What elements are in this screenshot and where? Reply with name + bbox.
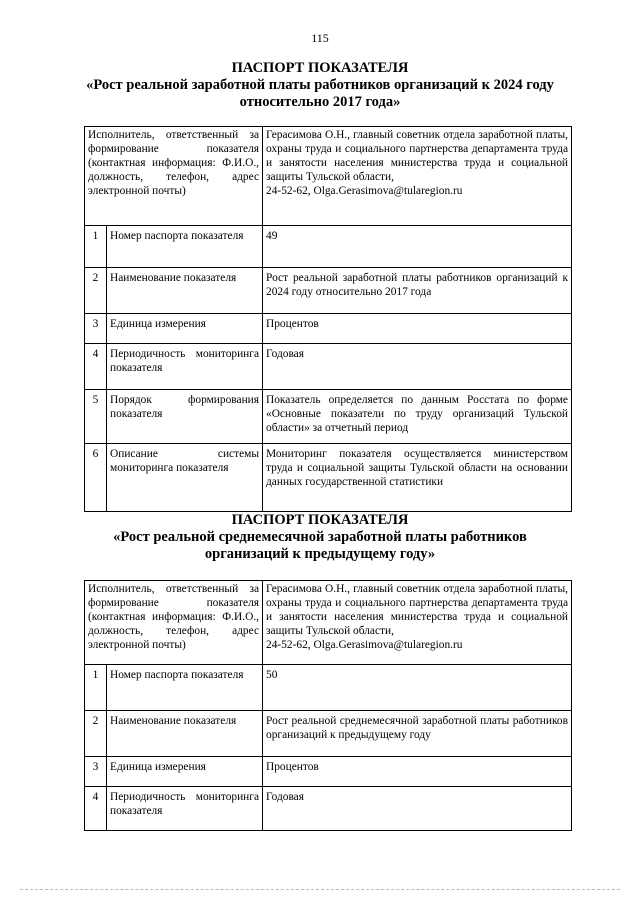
passport-1-title: ПАСПОРТ ПОКАЗАТЕЛЯ — [231, 60, 409, 76]
row-number: 3 — [85, 757, 107, 787]
row-value: Процентов — [263, 314, 572, 344]
row-label: Порядок формирования показателя — [107, 390, 263, 444]
passport-1-executor-row — [85, 127, 572, 226]
passport-2-executor-row — [85, 581, 572, 665]
page-number: 115 — [311, 31, 329, 45]
row-number: 3 — [85, 314, 107, 344]
row-number: 4 — [85, 787, 107, 831]
passport-2-subtitle-line2: организаций к предыдущему году» — [204, 546, 436, 562]
passport-2-table — [84, 580, 572, 831]
row-value: Годовая — [263, 787, 572, 831]
row-label: Номер паспорта показателя — [107, 665, 263, 711]
row-label: Описание системы мониторинга показателя — [107, 444, 263, 512]
passport-1-executor-value: Герасимова О.Н., главный советник отдела заработной платы, охраны труда и социального партнерства департамента труда и занятости населения министерства труда и социальной защиты Тульской области, — [266, 129, 568, 183]
row-number: 6 — [85, 444, 107, 512]
row-value: Процентов — [263, 757, 572, 787]
table-row — [85, 665, 572, 711]
passport-2-title: ПАСПОРТ ПОКАЗАТЕЛЯ — [231, 512, 409, 528]
row-value: Годовая — [263, 344, 572, 390]
passport-1-executor-cell — [263, 127, 572, 226]
passport-1-subtitle-line2: относительно 2017 года» — [239, 94, 401, 110]
passport-2-heading — [60, 512, 580, 563]
row-label: Наименование показателя — [107, 711, 263, 757]
passport-1-table — [84, 126, 572, 512]
row-value: 50 — [263, 665, 572, 711]
passport-1-subtitle-line1: «Рост реальной заработной платы работников организаций к 2024 году — [86, 77, 554, 93]
table-row — [85, 444, 572, 512]
table-row — [85, 787, 572, 831]
row-number: 4 — [85, 344, 107, 390]
row-number: 1 — [85, 226, 107, 268]
row-value: Мониторинг показателя осуществляется министерством труда и социальной защиты Тульской области на основании данных государственной статистики — [263, 444, 572, 512]
row-value: 49 — [263, 226, 572, 268]
row-label: Номер паспорта показателя — [107, 226, 263, 268]
row-label: Периодичность мониторинга показателя — [107, 344, 263, 390]
passport-2-executor-cell — [263, 581, 572, 665]
passport-2-executor-value: Герасимова О.Н., главный советник отдела заработной платы, охраны труда и социального партнерства департамента труда и занятости населения министерства труда и социальной защиты Тульской области, — [266, 583, 568, 637]
scan-edge-divider — [20, 889, 620, 891]
table-row — [85, 314, 572, 344]
passport-1-executor-contact: 24-52-62, Olga.Gerasimova@tularegion.ru — [266, 185, 463, 197]
row-value: Рост реальной среднемесячной заработной платы работников организаций к предыдущему году — [263, 711, 572, 757]
table-row — [85, 711, 572, 757]
table-row — [85, 390, 572, 444]
passport-2-executor-label: Исполнитель, ответственный за формирование показателя (контактная информация: Ф.И.О., должность, телефон, адрес электронной почты) — [85, 581, 263, 665]
row-number: 1 — [85, 665, 107, 711]
row-label: Единица измерения — [107, 757, 263, 787]
row-number: 2 — [85, 268, 107, 314]
row-value: Рост реальной заработной платы работников организаций к 2024 году относительно 2017 года — [263, 268, 572, 314]
row-number: 2 — [85, 711, 107, 757]
row-label: Единица измерения — [107, 314, 263, 344]
passport-2-subtitle-line1: «Рост реальной среднемесячной заработной платы работников — [113, 529, 527, 545]
row-label: Наименование показателя — [107, 268, 263, 314]
table-row — [85, 344, 572, 390]
table-row — [85, 268, 572, 314]
passport-2-executor-contact: 24-52-62, Olga.Gerasimova@tularegion.ru — [266, 639, 463, 651]
table-row — [85, 757, 572, 787]
row-label: Периодичность мониторинга показателя — [107, 787, 263, 831]
passport-1-executor-label: Исполнитель, ответственный за формирование показателя (контактная информация: Ф.И.О., должность, телефон, адрес электронной почты) — [85, 127, 263, 226]
row-value: Показатель определяется по данным Росстата по форме «Основные показатели по труду организаций Тульской области» за отчетный период — [263, 390, 572, 444]
table-row — [85, 226, 572, 268]
row-number: 5 — [85, 390, 107, 444]
passport-1-heading — [60, 60, 580, 111]
